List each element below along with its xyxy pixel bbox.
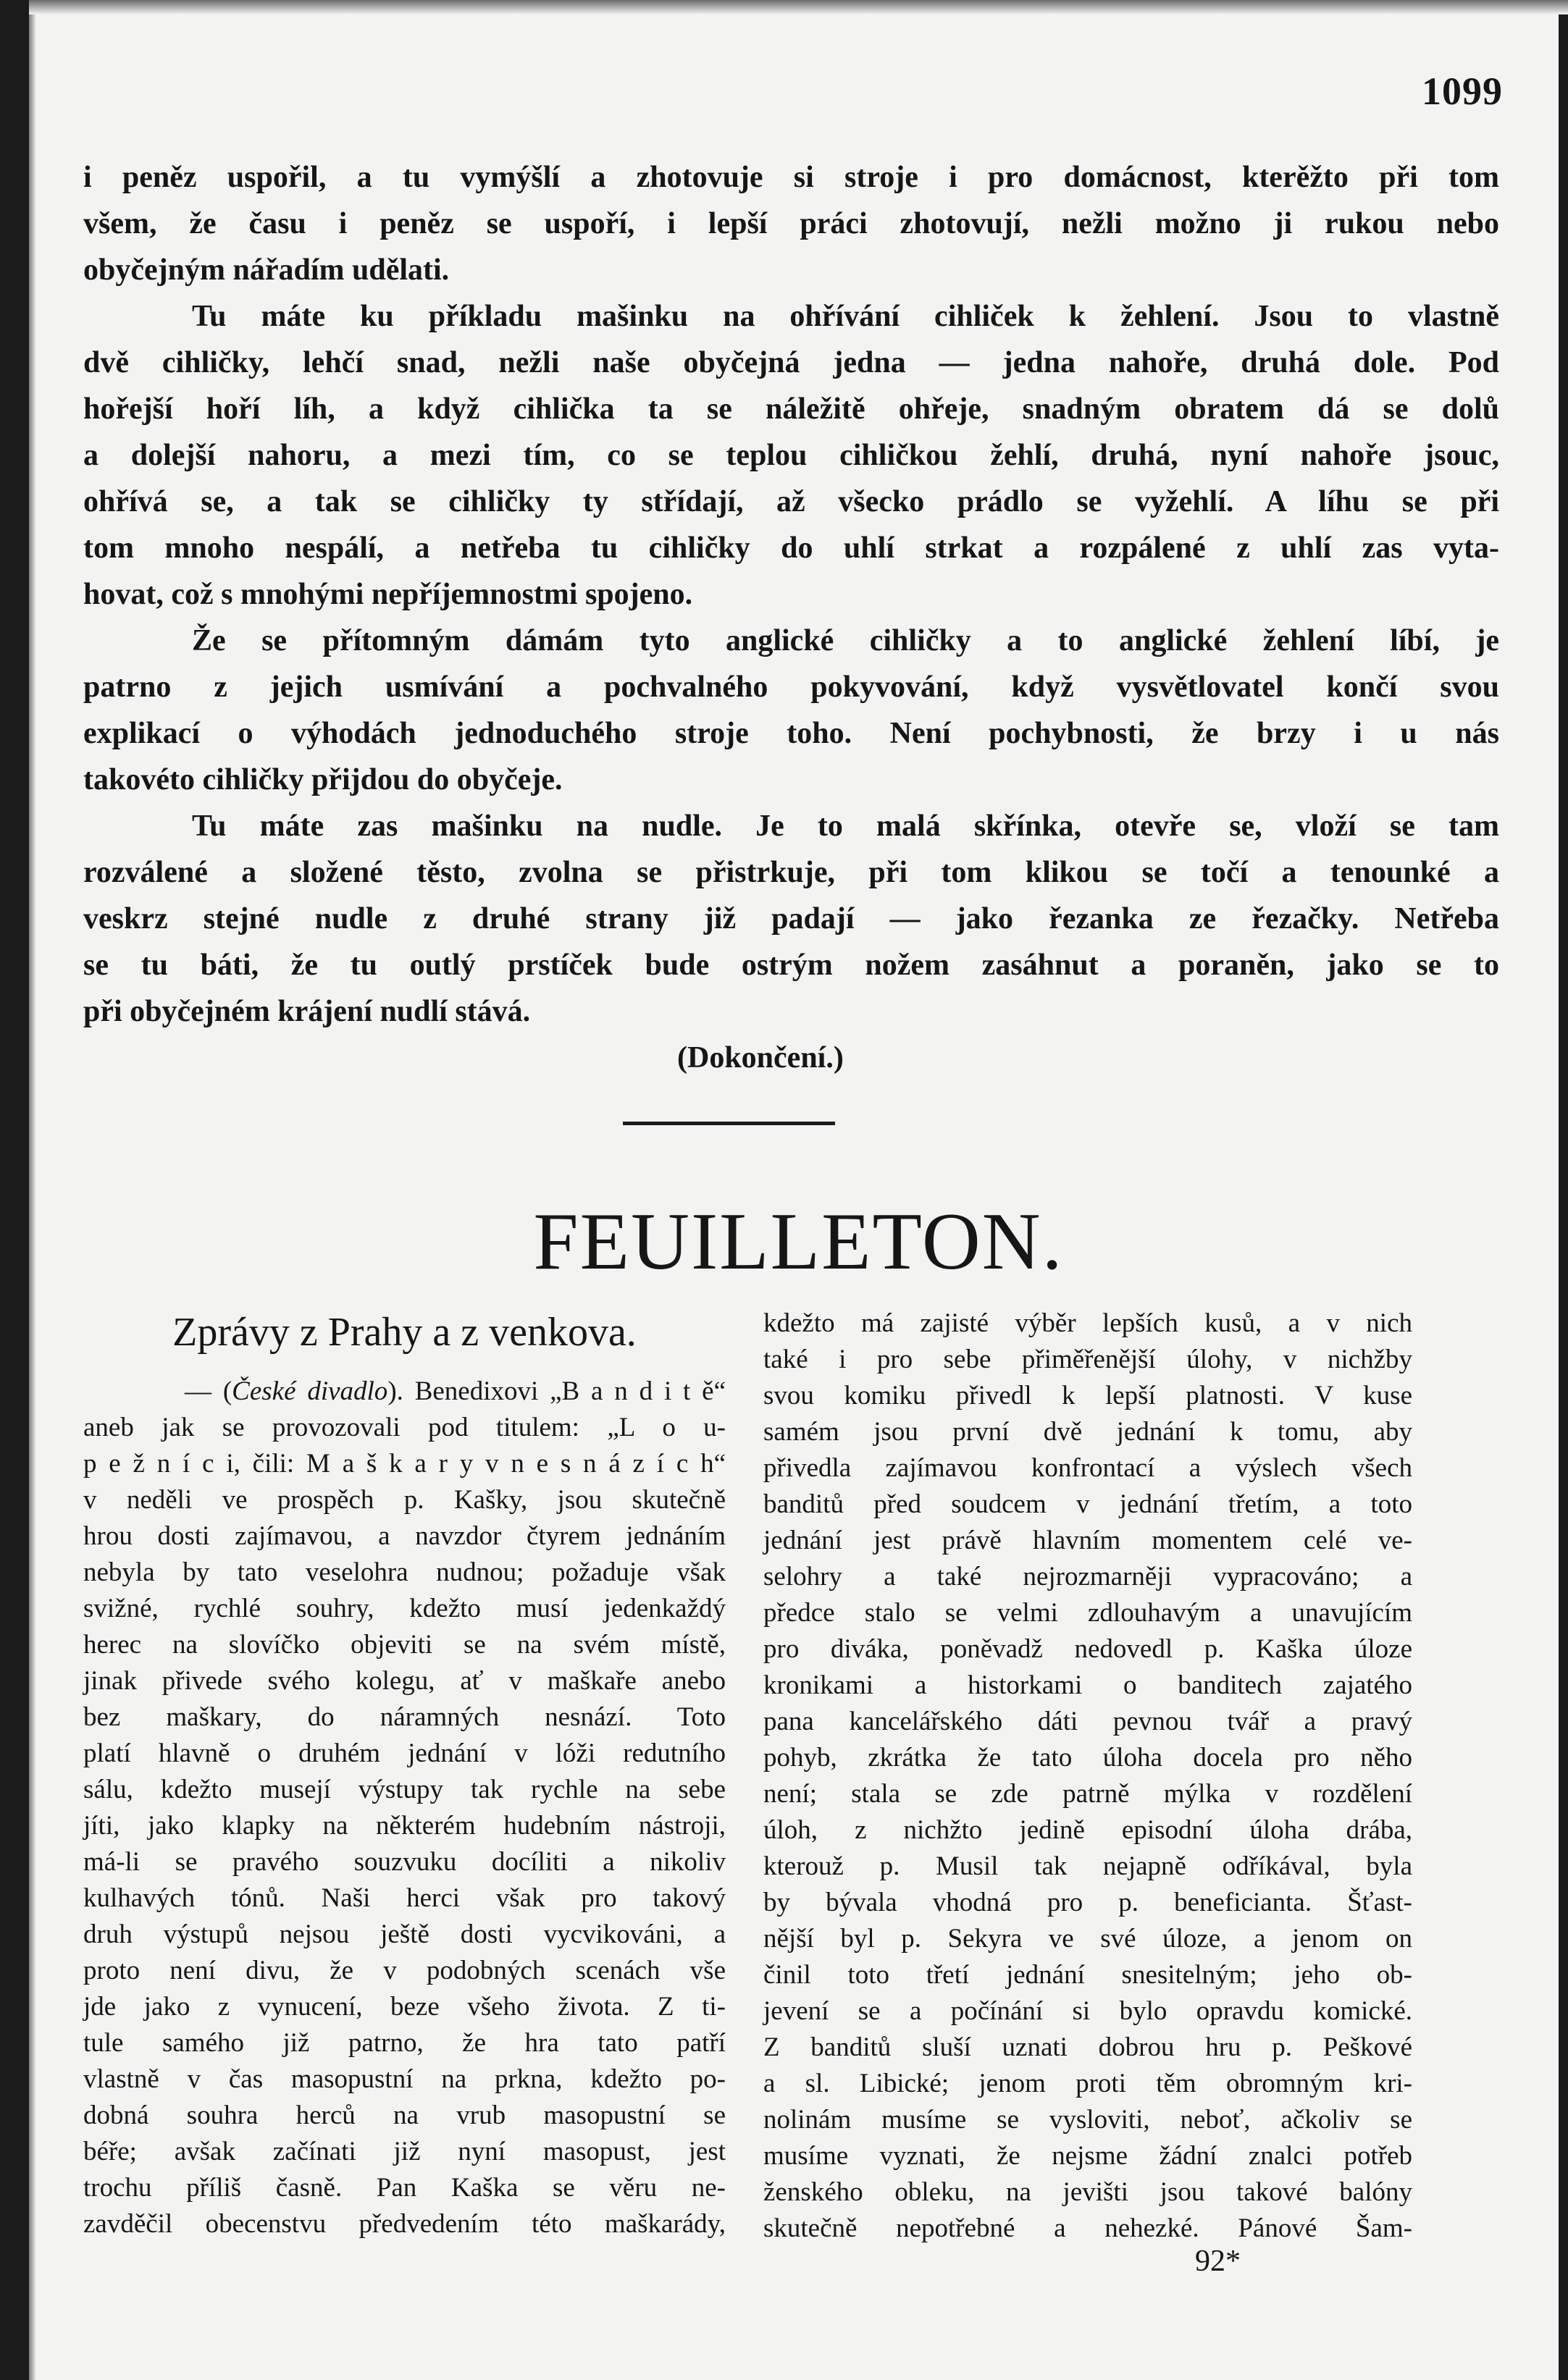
- text-line: by bývala vhodná pro p. beneficianta. Šťast-: [763, 1888, 1412, 1917]
- text-line: hovat, což s mnohými nepříjemnostmi spojeno.: [83, 578, 693, 611]
- text-line: kterouž p. Musil tak nejapně odříkával, byla: [763, 1851, 1412, 1881]
- text-line: tom mnoho nespálí, a netřeba tu cihličky do uhlí strkat a rozpálené z uhlí zas vyta-: [83, 531, 1499, 565]
- text-line: banditů před soudcem v jednání třetím, a toto: [763, 1489, 1412, 1519]
- right-column: [763, 1305, 1412, 2247]
- text-line: Že se přítomným dámám tyto anglické cihličky a to anglické žehlení líbí, je: [192, 624, 1499, 657]
- text-line: a dolejší nahoru, a mezi tím, co se teplou cihličkou žehlí, druhá, nyní nahoře jsouc,: [83, 439, 1499, 472]
- text-line: vlastně v čas masopustní na prkna, kdežto po-: [83, 2064, 726, 2094]
- text-line: úloh, z nichžto jedině episodní úloha drába,: [763, 1815, 1412, 1845]
- text-line: kulhavých tónů. Naši herci však pro takový: [83, 1883, 726, 1913]
- text-line: nebyla by tato veselohra nudnou; požaduje však: [83, 1557, 726, 1587]
- text-line: se tu báti, že tu outlý prstíček bude ostrým nožem zasáhnut a poraněn, jako se to: [83, 949, 1499, 982]
- text-line: druh výstupů nejsou ještě dosti vycvikováni, a: [83, 1919, 726, 1949]
- text-line: aneb jak se provozovali pod titulem: „L o u-: [83, 1413, 726, 1442]
- text-line: jde jako z vynucení, beze všeho života. Z ti-: [83, 1992, 726, 2022]
- text-line: není; stala se zde patrně mýlka v rozdělení: [763, 1779, 1412, 1809]
- text-line: také i pro sebe přiměřenější úlohy, v nichžby: [763, 1345, 1412, 1374]
- text-line: pohyb, zkrátka že tato úloha docela pro něho: [763, 1743, 1412, 1773]
- text-line: ohřívá se, a tak se cihličky ty střídají, až všecko prádlo se vyžehlí. A líhu se při: [83, 485, 1499, 518]
- text-line: tule samého již patrno, že hra tato patří: [83, 2028, 726, 2058]
- text-line: všem, že času i peněz se uspoří, i lepší práci zhotovují, nežli možno ji rukou nebo: [83, 207, 1499, 240]
- text-line: samém jsou první dvě jednání k tomu, aby: [763, 1417, 1412, 1447]
- text-line: trochu příliš časně. Pan Kaška se věru ne-: [83, 2173, 726, 2203]
- left-column: [83, 1374, 726, 2242]
- text-line: [83, 1374, 726, 1410]
- text-line: p e ž n í c i, čili: M a š k a r y v n e s n á z í c h“: [83, 1449, 726, 1479]
- text-line: dobná souhra herců na vrub masopustní se: [83, 2101, 726, 2130]
- text-line: jednání jest právě hlavním momentem celé ve-: [763, 1526, 1412, 1555]
- page-edge-shadow: [29, 0, 36, 2380]
- text-line: béře; avšak začínati již nyní masopust, jest: [83, 2137, 726, 2166]
- text-line: svou komiku přivedl k lepší platnosti. V kuse: [763, 1381, 1412, 1410]
- text-line: takovéto cihličky přijdou do obyčeje.: [83, 763, 563, 796]
- text-line: při obyčejném krájení nudlí stává.: [83, 995, 531, 1028]
- text-line: zavděčil obecenstvu předvedením této maškarády,: [83, 2209, 726, 2239]
- text-line: Z banditů sluší uznati dobrou hru p. Peškové: [763, 2032, 1412, 2062]
- text-line: hrou dosti zajímavou, a navzdor čtyrem jednáním: [83, 1521, 726, 1551]
- section-divider: [623, 1122, 835, 1125]
- text-line: explikací o výhodách jednoduchého stroje toho. Není pochybnosti, že brzy i u nás: [83, 717, 1499, 750]
- text-line: rozválené a složené těsto, zvolna se přistrkuje, při tom klikou se točí a tenounké a: [83, 856, 1499, 889]
- text-line: činil toto třetí jednání snesitelným; jeho ob-: [763, 1960, 1412, 1990]
- text-line: jevení se a počínání si bylo opravdu komické.: [763, 1996, 1412, 2026]
- text-line: patrno z jejich usmívání a pochvalného pokyvování, když vysvětlovatel končí svou: [83, 670, 1499, 704]
- text-line: pro diváka, poněvadž nedovedl p. Kaška úloze: [763, 1634, 1412, 1664]
- text-line: musíme vyznati, že nejsme žádní znalci potřeb: [763, 2141, 1412, 2171]
- text-line: a sl. Libické; jenom proti těm obromným kri-: [763, 2069, 1412, 2098]
- continued-note: (Dokončení.): [677, 1041, 844, 1075]
- text-line: kronikami a historkami o banditech zajatého: [763, 1670, 1412, 1700]
- text-line: veskrz stejné nudle z druhé strany již padají — jako řezanka ze řezačky. Netřeba: [83, 902, 1499, 935]
- text-line: obyčejným nářadím udělati.: [83, 253, 450, 287]
- text-line: v neděli ve prospěch p. Kašky, jsou skutečně: [83, 1485, 726, 1515]
- text-line: pana kancelářského dáti pevnou tvář a pravý: [763, 1707, 1412, 1736]
- text-line: přivedla zajímavou konfrontací a výslech všech: [763, 1453, 1412, 1483]
- text-line: proto není divu, že v podobných scenách vše: [83, 1956, 726, 1985]
- text-line: jíti, jako klapky na některém hudebním nástroji,: [83, 1811, 726, 1841]
- text-line: bez maškary, do náramných nesnází. Toto: [83, 1702, 726, 1732]
- text-line: Tu máte ku příkladu mašinku na ohřívání cihliček k žehlení. Jsou to vlastně: [192, 300, 1499, 333]
- column-heading: Zprávy z Prahy a z venkova.: [172, 1310, 637, 1355]
- text-line: dvě cihličky, lehčí snad, nežli naše obyčejná jedna — jedna nahoře, druhá dole. Pod: [83, 346, 1499, 379]
- text-line: nější byl p. Sekyra ve své úloze, a jenom on: [763, 1924, 1412, 1954]
- line-prefix: — (: [185, 1376, 232, 1406]
- text-line: jinak přivede svého kolegu, ať v maškaře anebo: [83, 1666, 726, 1696]
- text-line: ženského obleku, na jevišti jsou takové balóny: [763, 2177, 1412, 2207]
- text-line: předce stalo se velmi zdlouhavým a unavujícím: [763, 1598, 1412, 1628]
- text-line: nolinám musíme se vysloviti, neboť, ačkoliv se: [763, 2105, 1412, 2135]
- text-line: herec na slovíčko objeviti se na svém místě,: [83, 1630, 726, 1660]
- line-suffix: ). Benedixovi „B a n d i t ě“: [387, 1376, 726, 1406]
- page-number: 1099: [1422, 70, 1503, 113]
- signature-mark: 92*: [1195, 2245, 1241, 2278]
- text-line: Tu máte zas mašinku na nudle. Je to malá skřínka, otevře se, vloží se tam: [192, 810, 1499, 843]
- section-title: FEUILLETON.: [533, 1197, 1064, 1287]
- text-line: platí hlavně o druhém jednání v lóži redutního: [83, 1738, 726, 1768]
- text-line: sálu, kdežto musejí výstupy tak rychle na sebe: [83, 1775, 726, 1804]
- text-line: hořejší hoří líh, a když cihlička ta se náležitě ohřeje, snadným obratem dá se dolů: [83, 392, 1499, 426]
- text-line: selohry a také nejrozmarněji vypracováno; a: [763, 1562, 1412, 1591]
- text-line: i peněz uspořil, a tu vymýšlí a zhotovuje si stroje i pro domácnost, kterěžto při tom: [83, 161, 1499, 194]
- text-line: skutečně nepotřebné a nehezké. Pánové Šam-: [763, 2213, 1412, 2243]
- page-top-shadow: [29, 0, 1568, 14]
- article-continuation: [83, 154, 1499, 1081]
- text-line: svižné, rychlé souhry, kdežto musí jedenkaždý: [83, 1594, 726, 1623]
- text-line: má-li se pravého souzvuku docíliti a nikoliv: [83, 1847, 726, 1877]
- text-line: kdežto má zajisté výběr lepších kusů, a v nich: [763, 1308, 1412, 1338]
- italic-section-name: České divadlo: [232, 1376, 388, 1406]
